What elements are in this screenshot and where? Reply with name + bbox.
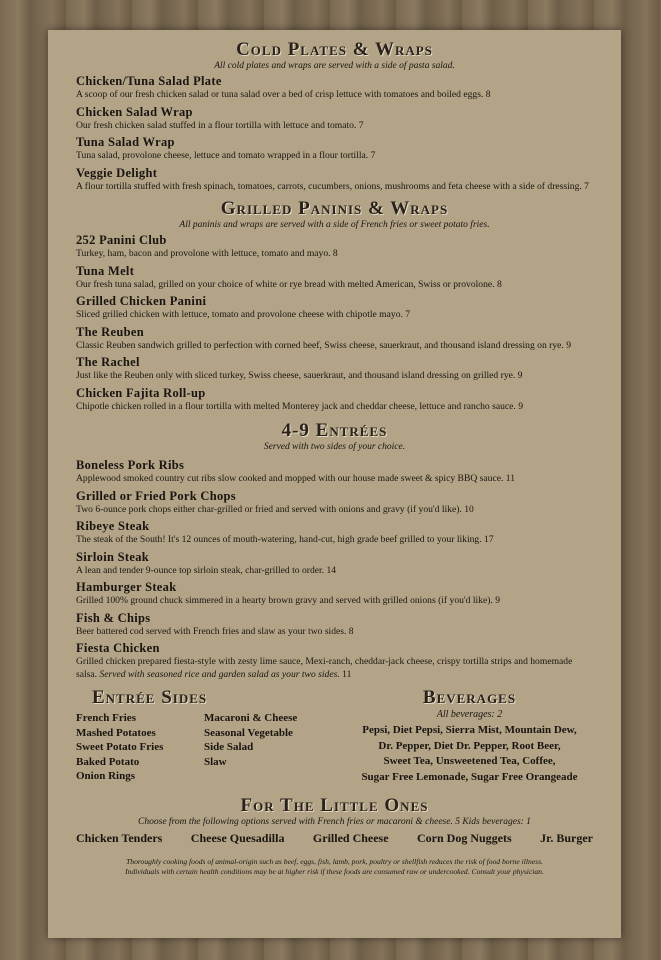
item-desc: The steak of the South! It's 12 ounces of mouth-watering, hand-cut, high grade beef grilled to your liking. 17: [76, 534, 494, 545]
side-item: Onion Rings: [76, 770, 135, 782]
menu-item: [48, 641, 621, 681]
item-desc: Turkey, ham, bacon and provolone with lettuce, tomato and mayo. 8: [76, 248, 338, 259]
item-name: Sirloin Steak: [76, 549, 150, 564]
menu-item: [48, 580, 621, 608]
item-name: Hamburger Steak: [76, 580, 177, 594]
kids-title: For The Little Ones: [240, 795, 429, 816]
item-name: Chicken Salad Wrap: [76, 104, 193, 119]
beverages-note: All beverages: 2: [436, 709, 503, 720]
menu-item: [48, 458, 621, 486]
grilled-paninis-note: All paninis and wraps are served with a side of French fries or sweet potato fries.: [179, 220, 490, 230]
item-desc: Just like the Reuben only with sliced turkey, Swiss cheese, sauerkraut, and thousand island dressing on grilled rye. 9: [76, 370, 523, 381]
item-desc: A flour tortilla stuffed with fresh spinach, tomatoes, carrots, cucumbers, onions, mushrooms and feta cheese with a side of dressing. 7: [76, 180, 589, 192]
item-desc: [76, 656, 593, 681]
item-name: The Rachel: [76, 355, 140, 369]
kids-item: Corn Dog Nuggets: [417, 831, 512, 845]
menu-item: [48, 233, 621, 261]
side-item: Baked Potato: [76, 755, 140, 768]
item-desc: Grilled 100% ground chuck simmered in a hearty brown gravy and served with grilled onions (if you'd like). 9: [76, 595, 501, 606]
beverages-section: [346, 687, 593, 785]
item-desc: Classic Reuben sandwich grilled to perfection with corned beef, Swiss cheese, sauerkraut, and thousand island dressing on rye. 9: [76, 339, 572, 351]
disclaimer-line: Thoroughly cooking foods of animal-origin such as beef, eggs, fish, lamb, pork, poultry or shellfish reduces the risk of food borne illness.: [126, 857, 543, 866]
menu-item: [48, 489, 621, 517]
item-desc: Two 6-ounce pork chops either char-grilled or fried and served with onions and gravy (if you'd like). 10: [76, 503, 474, 515]
menu-item: [48, 519, 621, 547]
menu-item: [48, 294, 621, 322]
item-desc: Our fresh chicken salad stuffed in a flour tortilla with lettuce and tomato. 7: [76, 119, 364, 131]
item-name: Chicken/Tuna Salad Plate: [76, 74, 222, 88]
side-item: Seasonal Vegetable: [204, 726, 293, 739]
kids-item: Chicken Tenders: [76, 831, 163, 845]
entrees-note: Served with two sides of your choice.: [263, 442, 406, 452]
beverages-title: Beverages: [422, 687, 517, 708]
side-item: French Fries: [76, 712, 136, 724]
beverage-line: Pepsi, Diet Pepsi, Sierra Mist, Mountain Dew,: [362, 724, 577, 736]
item-name: Veggie Delight: [76, 165, 158, 180]
item-name: Fish & Chips: [76, 610, 151, 625]
menu-item: [48, 325, 621, 353]
menu-item: [48, 550, 621, 578]
item-desc: Applewood smoked country cut ribs slow cooked and mopped with our house made sweet & spicy BBQ sauce. 11: [76, 473, 516, 484]
disclaimer-line: Individuals with certain health conditions may be at higher risk if these foods are consumed raw or undercooked. Consult your physician.: [125, 866, 544, 876]
beverage-line: Dr. Pepper, Diet Dr. Pepper, Root Beer,: [378, 739, 561, 752]
grilled-paninis-title: Grilled Paninis & Wraps: [220, 198, 449, 219]
kids-item: Grilled Cheese: [312, 831, 389, 845]
menu-item: [48, 135, 621, 163]
beverage-line: Sweet Tea, Unsweetened Tea, Coffee,: [383, 755, 556, 767]
side-item: Slaw: [204, 755, 227, 768]
side-item: Mashed Potatoes: [76, 726, 156, 739]
beverage-line: Sugar Free Lemonade, Sugar Free Orangeade: [361, 770, 578, 783]
sides-list: [76, 711, 346, 784]
entree-sides-title: Entrée Sides: [92, 687, 208, 708]
menu-item: [48, 611, 621, 639]
item-desc-text: Grilled chicken prepared fiesta-style with zesty lime sauce, Mexi-ranch, cheddar-jack cheese, crispy tortilla strips and homemade salsa.: [76, 656, 573, 680]
item-desc-italic: Served with seasoned rice and garden salad as your two sides.: [99, 668, 340, 680]
item-name: Tuna Melt: [76, 263, 135, 278]
item-desc: A lean and tender 9-ounce top sirloin steak, char-grilled to order. 14: [76, 564, 337, 576]
side-item: Sweet Potato Fries: [76, 741, 164, 753]
kids-items: [48, 831, 621, 846]
item-name: Boneless Pork Ribs: [76, 458, 185, 472]
menu-item: [48, 166, 621, 194]
item-desc: Beer battered cod served with French fries and slaw as your two sides. 8: [76, 625, 354, 637]
menu-item: [48, 105, 621, 133]
side-item: Side Salad: [204, 741, 254, 753]
food-safety-disclaimer: [48, 857, 621, 876]
cold-plates-note: All cold plates and wraps are served with a side of pasta salad.: [214, 61, 455, 71]
sides-and-beverages: [48, 687, 621, 785]
item-desc: A scoop of our fresh chicken salad or tuna salad over a bed of crisp lettuce with tomatoes and boiled eggs. 8: [76, 89, 491, 100]
entrees-title: 4-9 Entrées: [281, 420, 388, 441]
kids-item: Jr. Burger: [540, 831, 593, 845]
menu-item: [48, 74, 621, 102]
item-name: Ribeye Steak: [76, 519, 150, 533]
kids-note: Choose from the following options served with French fries or macaroni & cheese. 5 Kids beverages: 1: [138, 817, 531, 827]
item-desc: Our fresh tuna salad, grilled on your choice of white or rye bread with melted American, Swiss or provolone. 8: [76, 278, 502, 290]
item-desc: Chipotle chicken rolled in a flour tortilla with melted Monterey jack and cheddar cheese, lettuce and rancho sauce. 9: [76, 400, 524, 412]
beverage-list: [346, 723, 593, 785]
menu-item: [48, 386, 621, 414]
item-name: Fiesta Chicken: [76, 641, 160, 655]
cold-plates-title: Cold Plates & Wraps: [236, 39, 433, 60]
item-name: Grilled or Fried Pork Chops: [76, 488, 236, 503]
item-name: 252 Panini Club: [76, 233, 167, 247]
menu-item: [48, 264, 621, 292]
item-name: Tuna Salad Wrap: [76, 135, 175, 149]
side-item: Macaroni & Cheese: [204, 712, 298, 724]
entree-sides-section: [76, 687, 346, 785]
item-desc: Sliced grilled chicken with lettuce, tomato and provolone cheese with chipotle mayo. 7: [76, 309, 411, 320]
menu-page: [48, 30, 621, 938]
kids-item: Cheese Quesadilla: [190, 831, 285, 845]
item-name: Grilled Chicken Panini: [76, 294, 207, 308]
item-price: 11: [342, 668, 352, 680]
item-desc: Tuna salad, provolone cheese, lettuce and tomato wrapped in a flour tortilla. 7: [76, 150, 376, 161]
item-name: The Reuben: [76, 324, 144, 339]
item-name: Chicken Fajita Roll-up: [76, 385, 206, 400]
menu-item: [48, 355, 621, 383]
